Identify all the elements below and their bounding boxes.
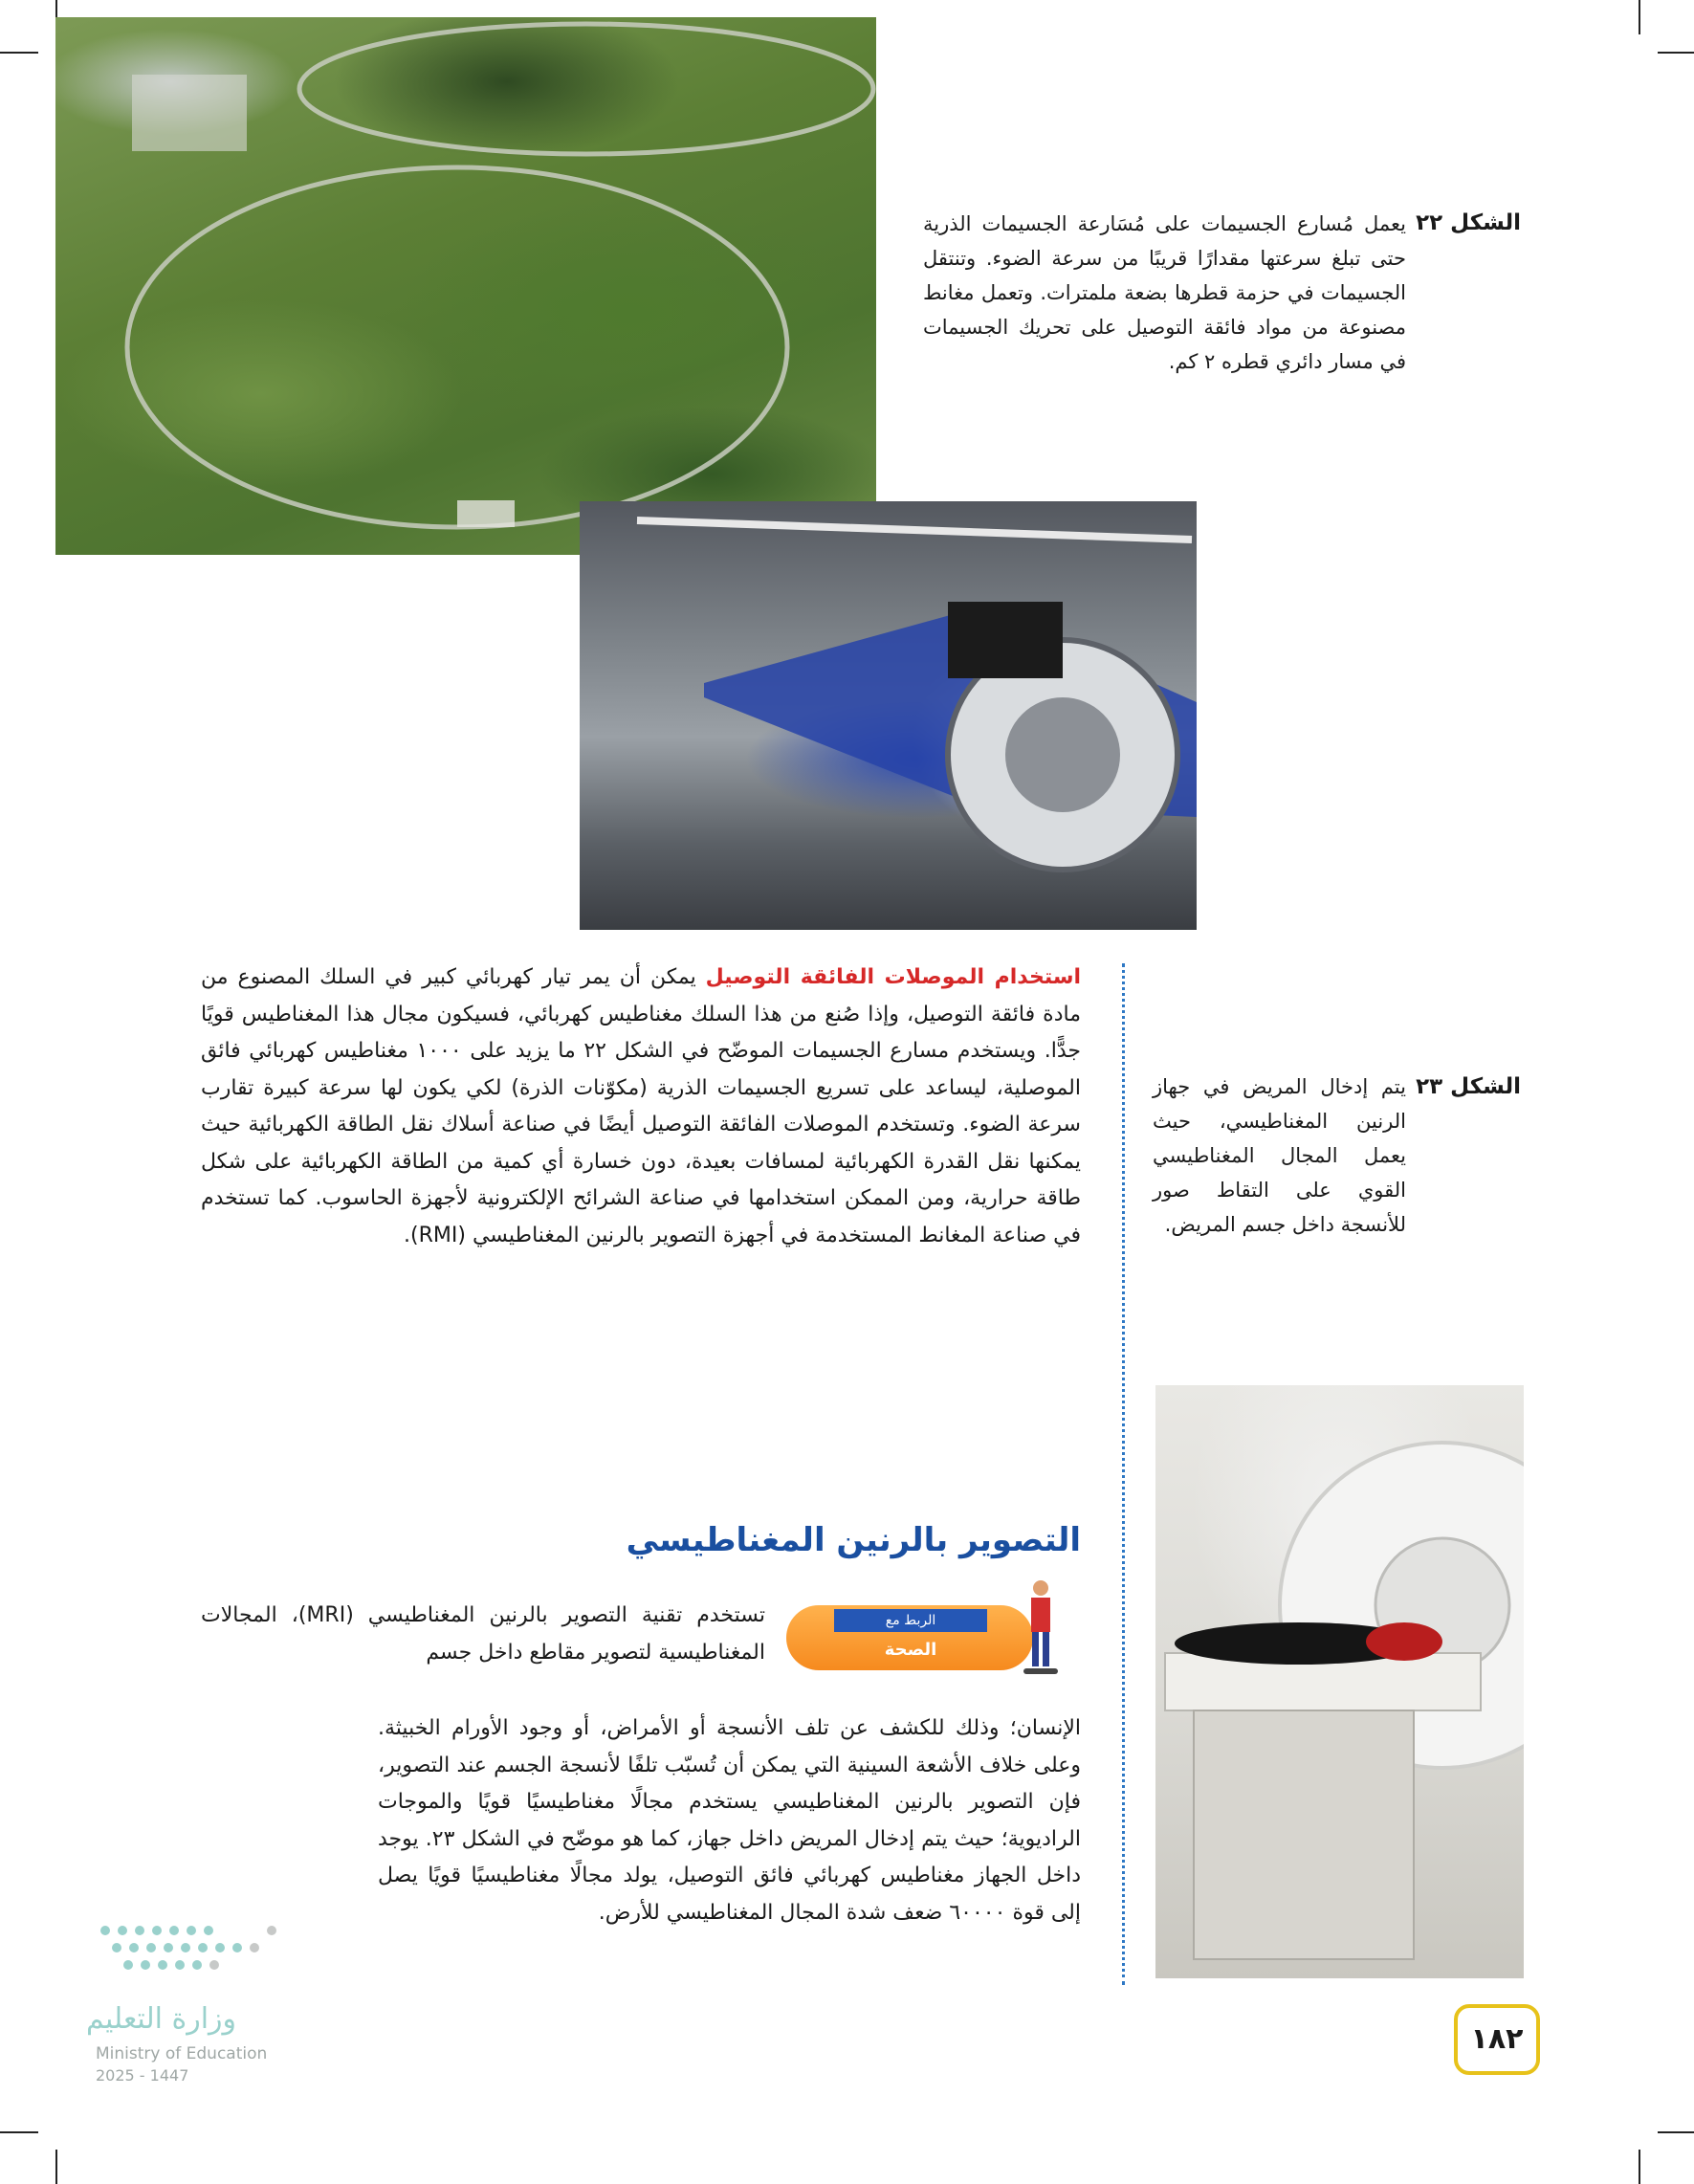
figure-23-label: الشكل ٢٣: [1416, 1074, 1521, 1099]
skateboarder-icon: [1022, 1578, 1060, 1682]
accelerator-aerial-photo: [55, 17, 876, 555]
mri-scanner-drawing: [1155, 1385, 1524, 1978]
figure-22-label: الشكل ٢٢: [1416, 210, 1521, 235]
crop-mark: [55, 2150, 57, 2184]
crop-mark: [0, 2131, 38, 2133]
crop-mark: [1658, 52, 1694, 54]
tunnel-magnet-drawing: [580, 501, 1197, 930]
ministry-name-arabic: وزارة التعليم: [86, 2002, 237, 2036]
badge-top-label: الربط مع: [834, 1609, 987, 1632]
badge-bottom-label: الصحة: [884, 1640, 937, 1660]
superconductor-paragraph: [201, 960, 1081, 1254]
mri-intro-text: تستخدم تقنية التصوير بالرنين المغناطيسي (MRI)، المجالات المغناطيسية لتصوير مقاطع داخل جسم: [201, 1603, 765, 1665]
crop-mark: [1658, 2131, 1694, 2133]
crop-mark: [1639, 2150, 1640, 2184]
mri-patient-photo: [1155, 1385, 1524, 1978]
superconductor-text: يمكن أن يمر تيار كهربائي كبير في السلك المصنوع من مادة فائقة التوصيل، وإذا صُنع من هذا السلك مغناطيس كهربائي، فسيكون مجال هذا المغناطيس قويًا جدًّا. ويستخدم مسارع الجسيمات الموضّح في الشكل ٢٢ ما يزيد على ١٠٠٠ مغناطيس كهربائي فائق الموصلية، ليساعد على تسريع الجسيمات الذرية (مكوّنات الذرة) لكي يكون لها سرعة كبيرة تقارب سرعة الضوء. وتستخدم الموصلات الفائقة التوصيل أيضًا في صناعة أسلاك نقل الطاقة الكهربائية حيث يمكنها نقل القدرة الكهربائية لمسافات بعيدة، دون خسارة أي كمية من الطاقة الكهربائية على شكل طاقة حرارية، ومن الممكن استخدامها في صناعة الشرائح الإلكترونية لأجهزة الحاسوب. كما تستخدم في صناعة المغانط المستخدمة في أجهزة التصوير بالرنين المغناطيسي (RMI).: [201, 965, 1081, 1247]
ministry-logo-mark: [96, 1921, 297, 1974]
ministry-year: 2025 - 1447: [96, 2066, 189, 2085]
ministry-name-english: Ministry of Education: [96, 2044, 268, 2063]
figure-22-caption: يعمل مُسارع الجسيمات على مُسَارعة الجسيمات الذرية حتى تبلغ سرعتها مقدارًا قريبًا من سرعة الضوء. وتنتقل الجسيمات في حزمة قطرها بضعة ملمترات. وتعمل مغانط مصنوعة من مواد فائقة التوصيل على تحريك الجسيمات في مسار دائري قطره ٢ كم.: [923, 212, 1406, 373]
crop-mark: [1639, 0, 1640, 34]
column-divider: [1122, 963, 1125, 1985]
superconductor-lead: استخدام الموصلات الفائقة التوصيل: [705, 965, 1082, 989]
lhc-tunnel-photo: [580, 501, 1197, 930]
page-number: ١٨٢: [1454, 2004, 1540, 2075]
crop-mark: [0, 52, 38, 54]
mri-paragraph: الإنسان؛ وذلك للكشف عن تلف الأنسجة أو الأمراض، أو وجود الأورام الخبيثة. وعلى خلاف الأشعة السينية التي يمكن أن تُسبّب تلفًا لأنسجة الجسم عند التصوير، فإن التصوير بالرنين المغناطيسي يستخدم مجالًا مغناطيسيًا قويًا والموجات الراديوية؛ حيث يتم إدخال المريض داخل جهاز، كما هو موضّح في الشكل ٢٣. يوجد داخل الجهاز مغناطيس كهربائي فائق التوصيل، يولد مجالًا مغناطيسيًا قويًا يصل إلى قوة ٦٠٠٠٠ ضعف شدة المجال المغناطيسي للأرض.: [378, 1716, 1081, 1925]
figure-23-caption: يتم إدخال المريض في جهاز الرنين المغناطيسي، حيث يعمل المجال المغناطيسي القوي على التقاط صور للأنسجة داخل جسم المريض.: [1153, 1075, 1406, 1236]
mri-section-heading: التصوير بالرنين المغناطيسي: [626, 1521, 1081, 1559]
accelerator-ring-drawing: [55, 17, 876, 555]
